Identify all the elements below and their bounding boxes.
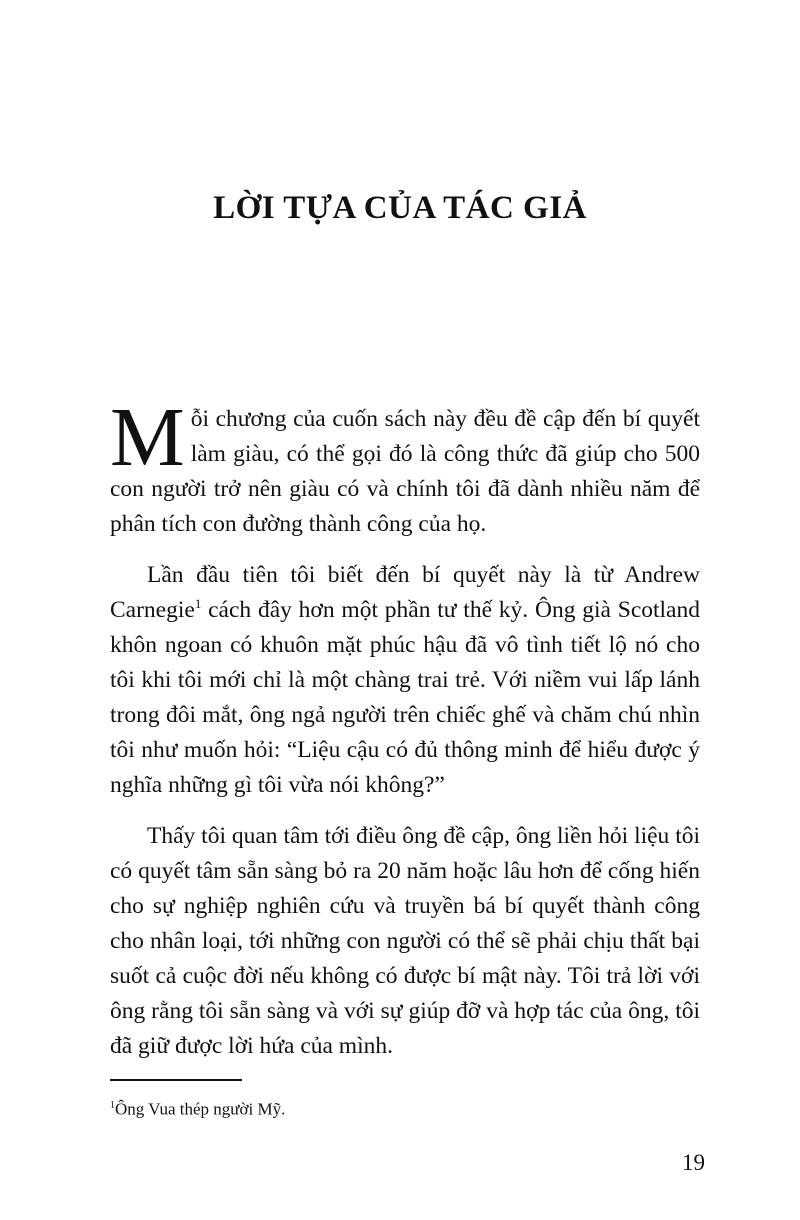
footnote-mark: 1	[110, 1100, 115, 1111]
footnote-divider	[110, 1079, 242, 1081]
paragraph-2	[110, 558, 700, 803]
paragraph-2-text-end: cách đây hơn một phần tư thế kỷ. Ông già Scotland khôn ngoan có khuôn mặt phúc hậu đã vô tình tiết lộ nó cho tôi khi tôi mới chỉ là một chàng trai trẻ. Với niềm vui lấp lánh trong đôi mắt, ông ngả người trên chiếc ghế và chăm chú nhìn tôi như muốn hỏi: “Liệu cậu có đủ thông minh để hiểu được ý nghĩa những gì tôi vừa nói không?”	[110, 597, 700, 798]
footnote	[110, 1095, 285, 1121]
paragraph-1	[110, 391, 700, 542]
paragraph-3	[110, 819, 700, 1064]
page-number: 19	[682, 1150, 705, 1175]
drop-cap: M	[110, 391, 185, 484]
paragraph-1-text: ỗi chương của cuốn sách này đều đề cập đến bí quyết làm giàu, có thể gọi đó là công thức đã giúp cho 500 con người trở nên giàu có và chính tôi đã dành nhiều năm để phân tích con đường thành công của họ.	[110, 406, 700, 537]
paragraph-3-text: Thấy tôi quan tâm tới điều ông đề cập, ông liền hỏi liệu tôi có quyết tâm sẵn sàng bỏ ra 20 năm hoặc lâu hơn để cống hiến cho sự nghiệp nghiên cứu và truyền bá bí quyết thành công cho nhân loại, tới những con người có thể sẽ phải chịu thất bại suốt cả cuộc đời nếu không có được bí mật này. Tôi trả lời với ông rằng tôi sẵn sàng và với sự giúp đỡ và hợp tác của ông, tôi đã giữ được lời hứa của mình.	[110, 823, 700, 1059]
footnote-reference: 1	[194, 596, 202, 612]
footnote-text: Ông Vua thép người Mỹ.	[115, 1099, 286, 1119]
paragraph-2-text-start: Lần đầu tiên tôi biết đến bí quyết này là từ Andrew Carnegie	[110, 562, 700, 623]
body-text	[110, 391, 700, 1080]
chapter-title: LỜI TỰA CỦA TÁC GIẢ	[213, 190, 587, 226]
